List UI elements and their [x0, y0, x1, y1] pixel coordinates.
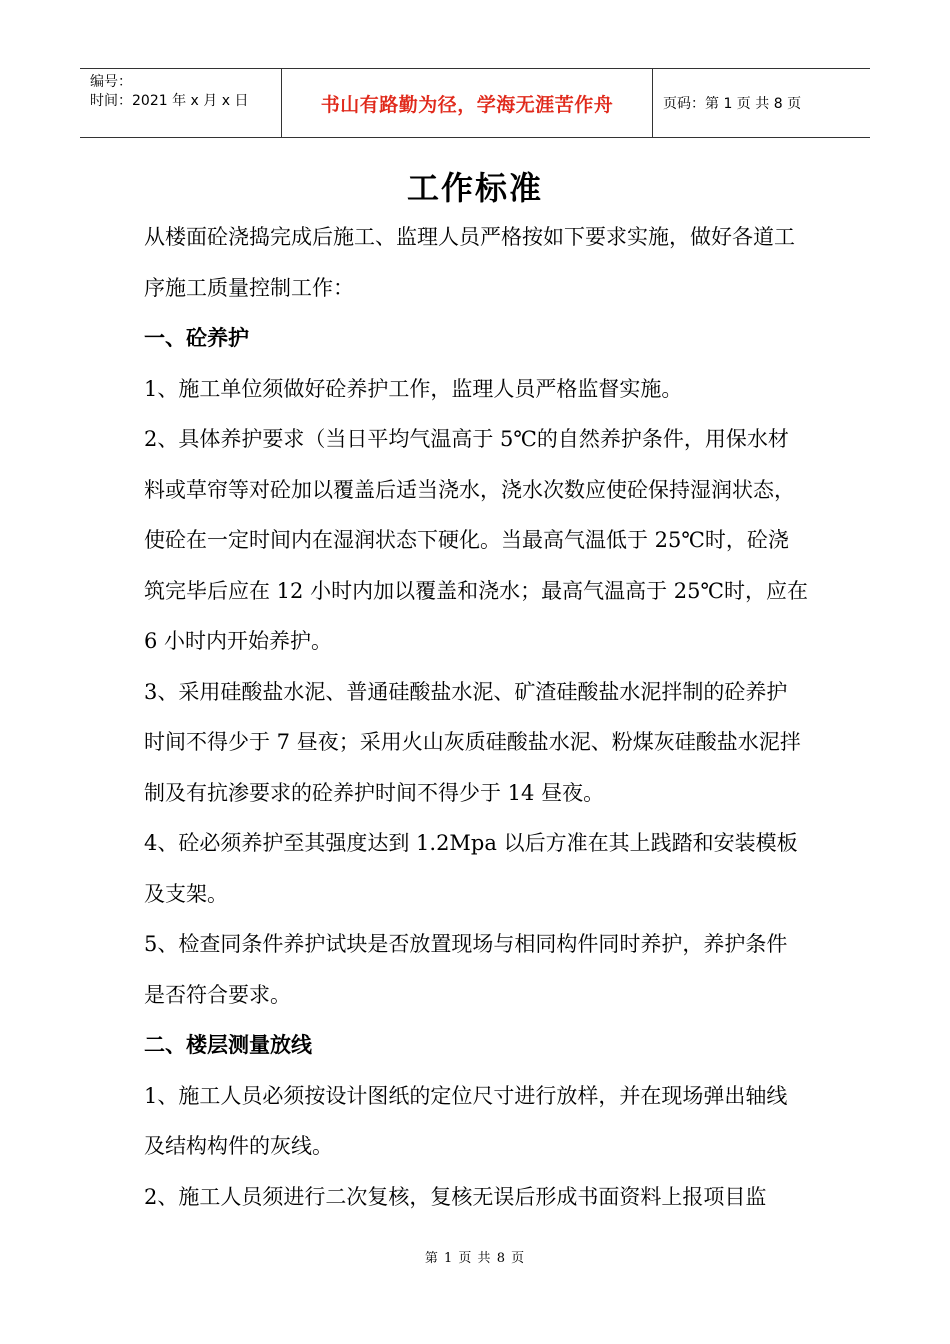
header-meta-cell: [80, 69, 282, 137]
section-heading-survey: 二、楼层测量放线: [144, 1033, 312, 1057]
document-title: 工作标准: [406, 169, 543, 207]
list-item: 1、施工人员必须按设计图纸的定位尺寸进行放样，并在现场弹出轴线及结构构件的灰线。: [144, 1083, 788, 1158]
doc-number-label: 编号：: [90, 74, 132, 90]
list-item: 2、具体养护要求（当日平均气温高于 5℃的自然养护条件，用保水材料或草帘等对砼加以覆盖后适当浇水，浇水次数应使砼保持湿润状态，使砼在一定时间内在湿润状态下硬化。当最高气温低于 25℃时，砼浇筑完毕后应在 12 小时内加以覆盖和浇水；最高气温高于 25℃时，应在 6 小时内开始养护。: [144, 427, 808, 653]
list-item: 2、施工人员须进行二次复核，复核无误后形成书面资料上报项目监: [144, 1184, 767, 1209]
intro-paragraph: 从楼面砼浇捣完成后施工、监理人员严格按如下要求实施，做好各道工序施工质量控制工作：: [144, 225, 795, 300]
date-label: 时间：2021 年 x 月 x 日: [90, 93, 249, 109]
document-body: [144, 212, 808, 1222]
section-heading-curing: 一、砼养护: [144, 326, 249, 350]
list-item: 1、施工单位须做好砼养护工作，监理人员严格监督实施。: [144, 376, 683, 401]
motto-text: 书山有路勤为径，学海无涯苦作舟: [320, 93, 614, 116]
header-motto-cell: [282, 69, 653, 137]
list-item: 4、砼必须养护至其强度达到 1.2Mpa 以后方准在其上践踏和安装模板及支架。: [144, 831, 798, 906]
list-item: 3、采用硅酸盐水泥、普通硅酸盐水泥、矿渣硅酸盐水泥拌制的砼养护时间不得少于 7 昼夜；采用火山灰质硅酸盐水泥、粉煤灰硅酸盐水泥拌制及有抗渗要求的砼养护时间不得少于 14 昼夜。: [144, 679, 801, 805]
header-page-cell: [653, 69, 870, 137]
list-item: 5、检查同条件养护试块是否放置现场与相同构件同时养护，养护条件是否符合要求。: [144, 932, 788, 1007]
page-info: 页码：第 1 页 共 8 页: [663, 96, 802, 112]
document-header: [80, 68, 870, 138]
page-footer: 第 1 页 共 8 页: [424, 1251, 526, 1266]
